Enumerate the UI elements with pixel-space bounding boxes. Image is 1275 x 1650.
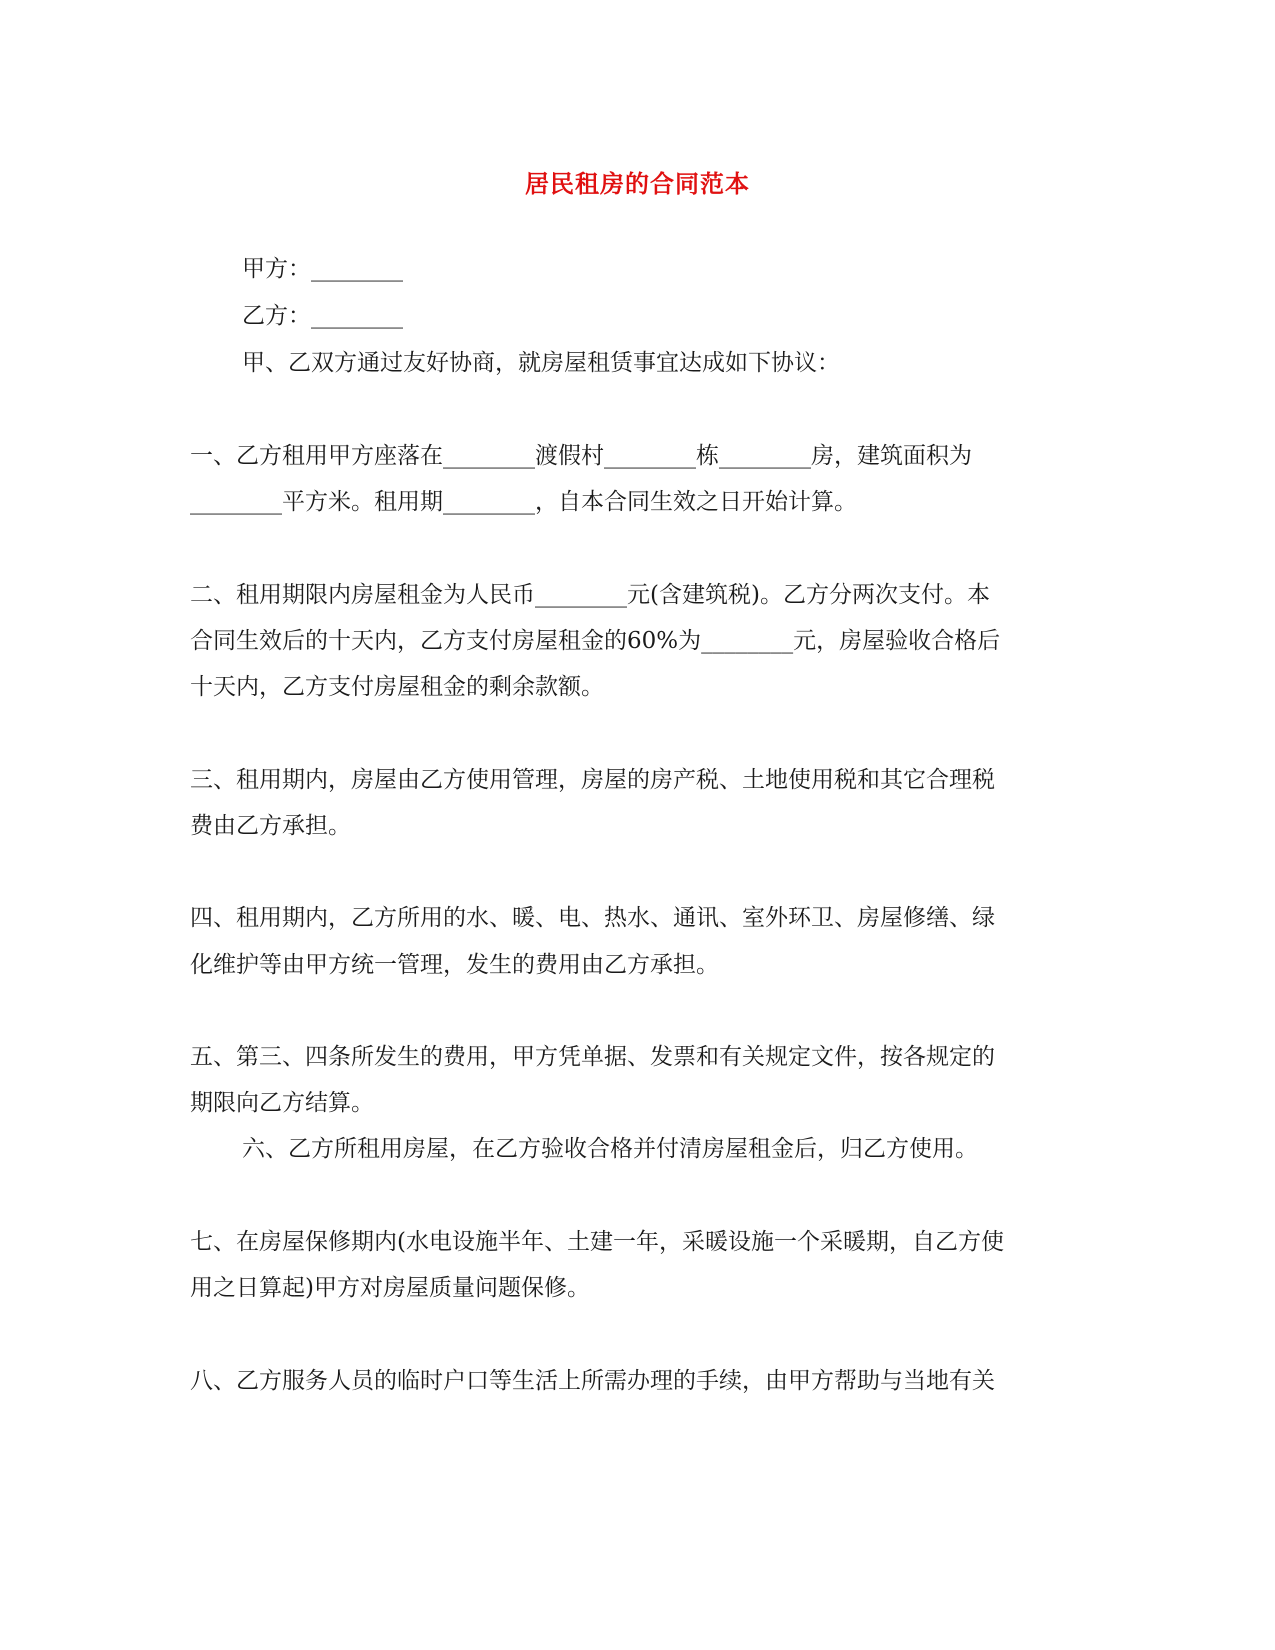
clause-7-line-1: 七、在房屋保修期内(水电设施半年、土建一年，采暖设施一个采暖期，自乙方使 xyxy=(190,1229,1004,1255)
clause-3-line-2: 费由乙方承担。 xyxy=(190,813,351,839)
clause-7-line-2: 用之日算起)甲方对房屋质量问题保修。 xyxy=(190,1275,590,1301)
clause-2-line-2: 合同生效后的十天内，乙方支付房屋租金的60%为________元，房屋验收合格后 xyxy=(190,628,1001,654)
party-b-line: 乙方：________ xyxy=(242,303,403,329)
preamble: 甲、乙双方通过友好协商，就房屋租赁事宜达成如下协议： xyxy=(242,350,840,376)
clause-2-line-3: 十天内，乙方支付房屋租金的剩余款额。 xyxy=(190,674,604,700)
clause-3-line-1: 三、租用期内，房屋由乙方使用管理，房屋的房产税、土地使用税和其它合理税 xyxy=(190,767,995,793)
clause-5-line-1: 五、第三、四条所发生的费用，甲方凭单据、发票和有关规定文件，按各规定的 xyxy=(190,1044,995,1070)
clause-4-line-2: 化维护等由甲方统一管理，发生的费用由乙方承担。 xyxy=(190,952,719,978)
clause-5-line-2: 期限向乙方结算。 xyxy=(190,1090,374,1116)
party-a-line: 甲方：________ xyxy=(242,256,403,282)
clause-2-line-1: 二、租用期限内房屋租金为人民币________元(含建筑税)。乙方分两次支付。本 xyxy=(190,582,990,608)
clause-8-line-1: 八、乙方服务人员的临时户口等生活上所需办理的手续，由甲方帮助与当地有关 xyxy=(190,1368,995,1394)
clause-6-line-1: 六、乙方所租用房屋，在乙方验收合格并付清房屋租金后，归乙方使用。 xyxy=(242,1136,978,1162)
document-title: 居民租房的合同范本 xyxy=(525,170,750,198)
clause-1-line-2: ________平方米。租用期________，自本合同生效之日开始计算。 xyxy=(190,489,857,515)
clause-4-line-1: 四、租用期内，乙方所用的水、暖、电、热水、通讯、室外环卫、房屋修缮、绿 xyxy=(190,905,995,931)
clause-1-line-1: 一、乙方租用甲方座落在________渡假村________栋________房，建筑面积为 xyxy=(190,443,972,469)
